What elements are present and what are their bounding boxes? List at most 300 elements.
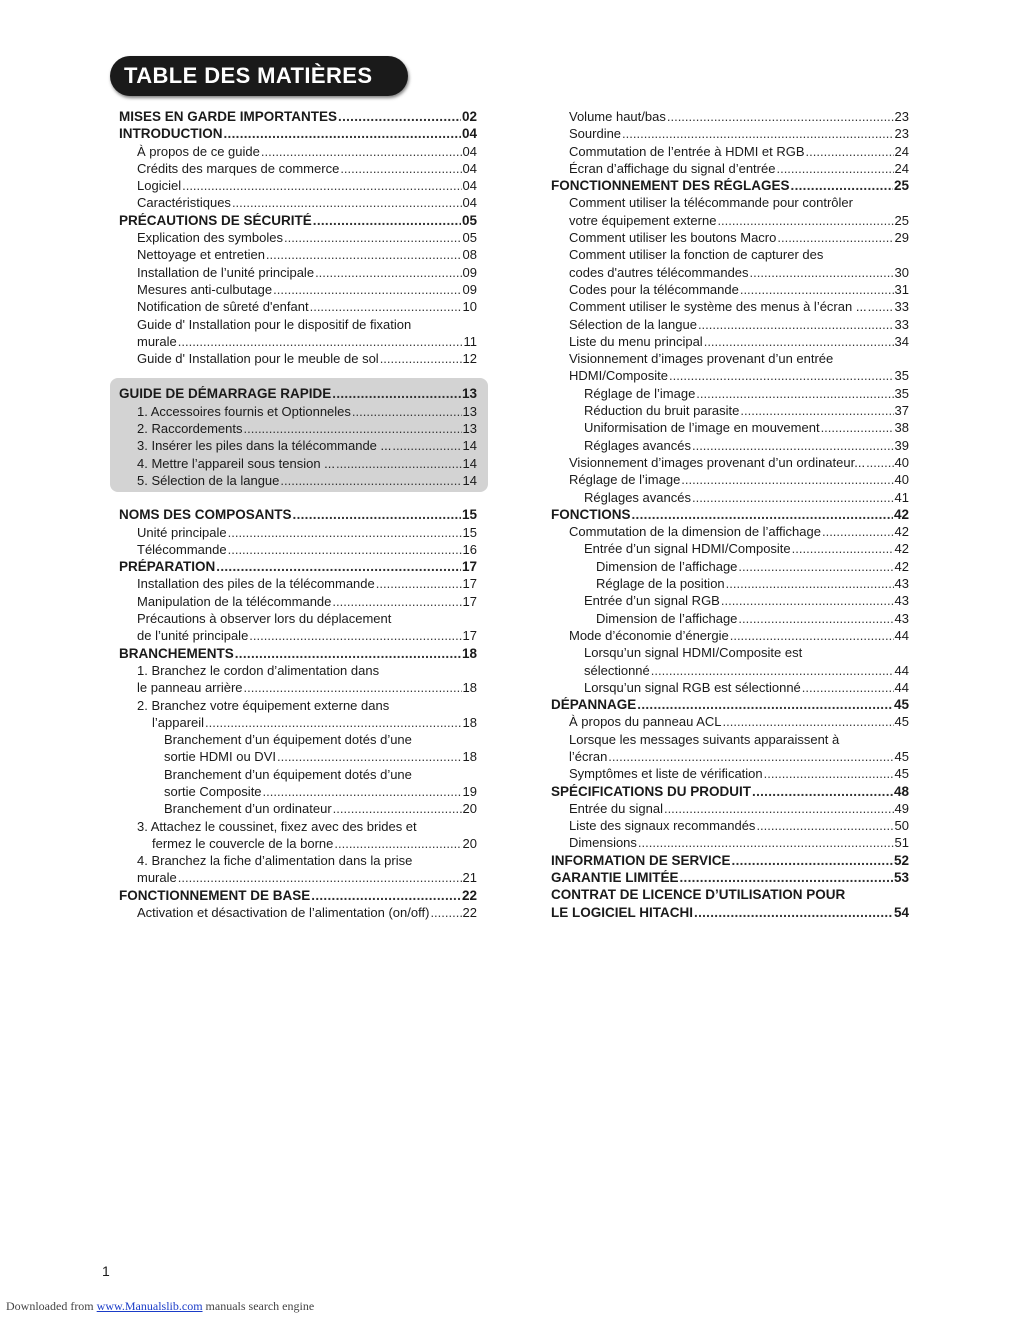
toc-entry-page: 22 <box>461 887 477 903</box>
toc-entry-title: 1. Branchez le cordon d’alimentation dans <box>137 662 380 678</box>
toc-entry-title: INFORMATION DE SERVICE <box>551 852 731 868</box>
toc-entry-title: 2. Raccordements <box>137 421 243 437</box>
manualslib-link[interactable]: www.Manualslib.com <box>96 1299 203 1313</box>
toc-entry[interactable] <box>551 161 909 178</box>
toc-entry-title: Écran d’affichage du signal d’entrée <box>569 160 776 176</box>
toc-entry[interactable] <box>119 905 477 922</box>
toc-entry-title: Dimension de l’affichage <box>596 610 738 626</box>
dot-leader <box>791 178 893 193</box>
footer-suffix: manuals search engine <box>202 1299 315 1313</box>
toc-section-heading[interactable] <box>119 213 477 230</box>
toc-entry-title: Caractéristiques <box>137 195 231 211</box>
toc-section-heading[interactable] <box>119 109 477 126</box>
toc-entry-title: Symptômes et liste de vérification <box>569 766 763 782</box>
toc-entry-page: 14 <box>462 438 477 454</box>
toc-entry-title: DÉPANNAGE <box>551 697 637 713</box>
toc-entry[interactable] <box>119 784 477 801</box>
toc-entry-page: 23 <box>894 126 909 142</box>
toc-section-heading[interactable] <box>119 507 477 524</box>
toc-section-heading[interactable] <box>551 870 909 887</box>
dot-leader <box>730 628 894 643</box>
dot-leader <box>430 905 461 920</box>
toc-entry-page: 25 <box>894 212 909 228</box>
toc-entry[interactable] <box>551 818 909 835</box>
toc-entry-page: 24 <box>894 143 909 159</box>
toc-entry-title: HDMI/Composite <box>569 368 668 384</box>
toc-entry[interactable] <box>551 645 909 662</box>
toc-entry-title: Guide d' Installation pour le meuble de sol <box>137 351 379 367</box>
dot-leader <box>205 715 461 730</box>
toc-entry-title: PRÉCAUTIONS DE SÉCURITÉ <box>119 212 312 228</box>
toc-entry-title: Mode d’économie d’énergie <box>569 627 729 643</box>
dot-leader <box>336 456 462 471</box>
toc-entry-page: 49 <box>894 800 909 816</box>
toc-entry-page: 33 <box>894 299 909 315</box>
toc-left-column <box>119 109 477 922</box>
toc-entry-title: 5. Sélection de la langue <box>137 472 280 488</box>
toc-entry[interactable] <box>119 161 477 178</box>
dot-leader <box>637 697 893 712</box>
dot-leader <box>244 421 462 436</box>
toc-entry[interactable] <box>119 680 477 697</box>
toc-entry-title: codes d'autres télécommandes <box>569 264 749 280</box>
toc-entry[interactable] <box>551 472 909 489</box>
toc-entry[interactable] <box>551 109 909 126</box>
dot-leader <box>178 870 462 885</box>
toc-entry[interactable] <box>119 836 477 853</box>
toc-entry-page: 17 <box>462 628 477 644</box>
toc-section-heading[interactable] <box>119 646 477 663</box>
toc-entry-page: 54 <box>893 904 909 920</box>
dot-leader <box>681 472 893 487</box>
dot-leader <box>866 455 893 470</box>
dot-leader <box>182 178 461 193</box>
toc-entry[interactable] <box>119 853 477 870</box>
toc-entry[interactable] <box>551 368 909 385</box>
toc-entry-page: 04 <box>462 178 477 194</box>
toc-entry[interactable] <box>551 593 909 610</box>
toc-entry[interactable] <box>119 749 477 766</box>
page-title: TABLE DES MATIÈRES <box>124 63 373 88</box>
toc-entry-title: Précautions à observer lors du déplacement <box>137 611 392 627</box>
toc-entry-page: 48 <box>893 783 909 799</box>
toc-section-heading[interactable] <box>551 853 909 870</box>
toc-entry-page: 35 <box>894 385 909 401</box>
dot-leader <box>664 801 894 816</box>
toc-entry-page: 31 <box>894 281 909 297</box>
toc-entry[interactable] <box>119 334 477 351</box>
toc-entry[interactable] <box>551 317 909 334</box>
toc-entry-title: Réglage de l’image <box>584 385 696 401</box>
toc-section-heading[interactable] <box>119 559 477 576</box>
toc-entry-title: Entrée d’un signal RGB <box>584 593 720 609</box>
toc-entry-page: 41 <box>894 489 909 505</box>
dot-leader <box>310 299 462 314</box>
toc-entry[interactable] <box>551 282 909 299</box>
toc-entry-title: Installation de l’unité principale <box>137 264 315 280</box>
toc-entry-page: 40 <box>894 454 909 470</box>
toc-entry-title: Sourdine <box>569 126 622 142</box>
dot-leader <box>802 680 894 695</box>
toc-entry-title: Dimensions <box>569 835 637 851</box>
toc-entry[interactable] <box>551 576 909 593</box>
toc-entry[interactable] <box>119 870 477 887</box>
toc-entry[interactable] <box>119 715 477 732</box>
toc-entry-title: votre équipement externe <box>569 212 717 228</box>
toc-section-heading[interactable] <box>551 905 909 922</box>
toc-entry-page: 08 <box>462 247 477 263</box>
dot-leader <box>608 749 893 764</box>
toc-entry[interactable] <box>119 404 477 421</box>
toc-entry-title: le panneau arrière <box>137 680 243 696</box>
toc-entry-page: 10 <box>462 299 477 315</box>
toc-entry-page: 17 <box>462 576 477 592</box>
toc-entry-page: 43 <box>894 576 909 592</box>
toc-entry[interactable] <box>119 265 477 282</box>
toc-entry-title: Commutation de la dimension de l’affichage <box>569 524 821 540</box>
toc-entry-page: 17 <box>461 559 477 575</box>
toc-entry-title: GUIDE DE DÉMARRAGE RAPIDE <box>119 386 332 402</box>
toc-entry-page: 19 <box>462 783 477 799</box>
toc-entry[interactable] <box>119 576 477 593</box>
toc-entry-page: 53 <box>893 870 909 886</box>
dot-leader <box>338 109 461 124</box>
dot-leader <box>352 404 462 419</box>
dot-leader <box>315 265 461 280</box>
toc-entry-page: 39 <box>894 437 909 453</box>
toc-entry[interactable] <box>119 732 477 749</box>
toc-entry-page: 22 <box>462 905 477 921</box>
dot-leader <box>261 144 462 159</box>
toc-entry-page: 13 <box>462 421 477 437</box>
toc-entry-title: Volume haut/bas <box>569 109 666 124</box>
toc-entry-page: 04 <box>462 160 477 176</box>
toc-entry-title: 4. Branchez la fiche d’alimentation dans la prise <box>137 853 413 869</box>
toc-entry-page: 13 <box>461 386 477 402</box>
toc-entry[interactable] <box>551 801 909 818</box>
dot-leader <box>732 853 893 868</box>
dot-leader <box>232 195 462 210</box>
toc-entry[interactable] <box>119 438 477 455</box>
toc-entry-title: NOMS DES COMPOSANTS <box>119 507 292 523</box>
dot-leader <box>721 593 894 608</box>
toc-entry[interactable] <box>119 299 477 316</box>
dot-leader <box>704 334 894 349</box>
toc-entry-title: FONCTIONNEMENT DE BASE <box>119 887 311 903</box>
toc-entry[interactable] <box>119 421 477 438</box>
toc-entry[interactable] <box>551 663 909 680</box>
toc-entry-page: 33 <box>894 316 909 332</box>
toc-entry[interactable] <box>119 230 477 247</box>
toc-entry-page: 23 <box>894 109 909 124</box>
toc-entry[interactable] <box>551 524 909 541</box>
toc-entry-title: Réglages avancés <box>584 489 691 505</box>
toc-entry-title: Lorsqu’un signal RGB est sélectionné <box>584 679 801 695</box>
toc-entry-title: Lorsque les messages suivants apparaissent à <box>569 731 840 747</box>
toc-entry-title: Comment utiliser la télécommande pour contrôler <box>569 195 853 211</box>
toc-entry-title: Branchement d’un équipement dotés d’une <box>164 732 412 748</box>
toc-entry[interactable] <box>119 767 477 784</box>
toc-right-column <box>551 109 909 922</box>
toc-entry[interactable] <box>551 559 909 576</box>
dot-leader <box>822 524 894 539</box>
dot-leader <box>273 282 461 297</box>
toc-entry[interactable] <box>551 351 909 368</box>
dot-leader <box>694 905 893 920</box>
toc-entry-page: 44 <box>894 627 909 643</box>
toc-entry-page: 35 <box>894 368 909 384</box>
toc-entry-title: sélectionné <box>584 662 650 678</box>
dot-leader <box>332 594 461 609</box>
toc-entry[interactable] <box>551 299 909 316</box>
toc-entry-title: Réglage de l’image <box>569 472 681 488</box>
toc-entry[interactable] <box>551 541 909 558</box>
toc-entry[interactable] <box>551 732 909 749</box>
toc-entry-title: BRANCHEMENTS <box>119 645 234 661</box>
toc-entry[interactable] <box>551 611 909 628</box>
toc-entry[interactable] <box>119 178 477 195</box>
toc-entry-title: Logiciel <box>137 178 182 194</box>
toc-entry[interactable] <box>551 386 909 403</box>
toc-entry[interactable] <box>119 628 477 645</box>
dot-leader <box>752 784 893 799</box>
toc-entry[interactable] <box>551 420 909 437</box>
toc-entry-page: 43 <box>894 593 909 609</box>
toc-title-banner <box>110 56 408 96</box>
toc-entry[interactable] <box>119 317 477 334</box>
toc-entry-title: Réduction du bruit parasite <box>584 403 740 419</box>
toc-entry-title: Branchement d’un équipement dotés d’une <box>164 766 412 782</box>
toc-entry[interactable] <box>551 628 909 645</box>
dot-leader <box>738 611 893 626</box>
toc-entry-page: 51 <box>894 835 909 851</box>
toc-entry-title: Réglages avancés <box>584 437 691 453</box>
toc-entry[interactable] <box>551 680 909 697</box>
toc-entry-title: Unité principale <box>137 524 227 540</box>
toc-entry-title: Comment utiliser les boutons Macro <box>569 230 777 246</box>
toc-entry-title: Activation et désactivation de l’alimentation (on/off) <box>137 905 430 921</box>
toc-entry-title: Sélection de la langue <box>569 316 697 332</box>
toc-entry[interactable] <box>551 438 909 455</box>
dot-leader <box>266 247 462 262</box>
dot-leader <box>178 334 463 349</box>
toc-section-heading[interactable] <box>551 178 909 195</box>
dot-leader <box>777 230 893 245</box>
toc-entry[interactable] <box>551 126 909 143</box>
dot-leader <box>651 663 894 678</box>
toc-entry-page: 18 <box>461 645 477 661</box>
toc-entry-page: 42 <box>894 541 909 557</box>
toc-entry-title: Installation des piles de la télécommande <box>137 576 375 592</box>
dot-leader <box>263 784 462 799</box>
toc-entry[interactable] <box>551 714 909 731</box>
toc-entry-page: 45 <box>894 748 909 764</box>
toc-entry[interactable] <box>551 749 909 766</box>
toc-entry[interactable] <box>551 195 909 212</box>
toc-entry-page: 44 <box>894 679 909 695</box>
toc-entry-title: 4. Mettre l’appareil sous tension ... <box>137 455 335 471</box>
toc-entry-title: Branchement d’un ordinateur <box>164 801 332 817</box>
toc-entry-page: 34 <box>894 333 909 349</box>
toc-entry-title: Guide d' Installation pour le dispositif de fixation <box>137 316 412 332</box>
dot-leader <box>726 576 894 591</box>
dot-leader <box>821 420 894 435</box>
toc-entry-page: 42 <box>893 506 909 522</box>
dot-leader <box>669 368 894 383</box>
toc-entry[interactable] <box>551 835 909 852</box>
toc-entry-title: fermez le couvercle de la borne <box>152 835 334 851</box>
toc-entry-page: 17 <box>462 593 477 609</box>
toc-entry-title: 3. Insérer les piles dans la télécommande ... <box>137 438 392 454</box>
toc-entry-title: FONCTIONNEMENT DES RÉGLAGES <box>551 178 790 194</box>
toc-entry-page: 37 <box>894 403 909 419</box>
toc-entry-title: À propos de ce guide <box>137 143 260 159</box>
toc-entry-page: 09 <box>462 264 477 280</box>
toc-entry-title: sortie HDMI ou DVI <box>164 749 276 765</box>
toc-entry-title: Explication des symboles <box>137 230 283 246</box>
toc-section-heading[interactable] <box>119 126 477 143</box>
toc-entry-page: 24 <box>894 160 909 176</box>
dot-leader <box>738 559 893 574</box>
dot-leader <box>692 438 894 453</box>
toc-entry[interactable] <box>551 144 909 161</box>
toc-entry-page: 52 <box>893 852 909 868</box>
toc-entry-title: CONTRAT DE LICENCE D’UTILISATION POUR <box>551 887 846 903</box>
toc-entry-page: 02 <box>461 109 477 124</box>
toc-section-heading[interactable] <box>551 887 909 904</box>
toc-entry[interactable] <box>119 473 477 490</box>
toc-entry[interactable] <box>119 525 477 542</box>
toc-entry-page: 44 <box>894 662 909 678</box>
toc-entry[interactable] <box>119 611 477 628</box>
toc-entry[interactable] <box>119 195 477 212</box>
page-number: 1 <box>102 1263 110 1279</box>
toc-entry-title: 3. Attachez le coussinet, fixez avec des brides et <box>137 818 417 834</box>
toc-entry[interactable] <box>119 247 477 264</box>
toc-entry[interactable] <box>551 766 909 783</box>
toc-entry-page: 05 <box>461 212 477 228</box>
dot-leader <box>293 507 461 522</box>
toc-entry-page: 04 <box>462 195 477 211</box>
toc-entry-page: 04 <box>462 143 477 159</box>
dot-leader <box>380 351 462 366</box>
toc-entry-page: 11 <box>463 333 477 349</box>
toc-entry-title: Commutation de l’entrée à HDMI et RGB <box>569 143 805 159</box>
toc-entry[interactable] <box>551 334 909 351</box>
dot-leader <box>622 126 893 141</box>
toc-entry[interactable] <box>551 213 909 230</box>
dot-leader <box>376 576 462 591</box>
toc-entry-title: Dimension de l’affichage <box>596 558 738 574</box>
toc-entry-page: 29 <box>894 230 909 246</box>
toc-entry-title: FONCTIONS <box>551 506 631 522</box>
dot-leader <box>756 818 893 833</box>
toc-entry[interactable] <box>119 144 477 161</box>
toc-entry-page: 18 <box>462 749 477 765</box>
dot-leader <box>806 144 894 159</box>
toc-entry-title: Liste des signaux recommandés <box>569 818 756 834</box>
toc-entry[interactable] <box>119 801 477 818</box>
toc-entry-page: 38 <box>894 420 909 436</box>
toc-entry-title: MISES EN GARDE IMPORTANTES <box>119 109 338 124</box>
toc-entry-title: Codes pour la télécommande <box>569 281 739 297</box>
toc-entry[interactable] <box>119 663 477 680</box>
dot-leader <box>216 559 461 574</box>
dot-leader <box>750 265 894 280</box>
dot-leader <box>340 161 461 176</box>
toc-entry[interactable] <box>119 282 477 299</box>
dot-leader <box>392 438 461 453</box>
dot-leader <box>235 646 461 661</box>
toc-entry-page: 21 <box>462 870 477 886</box>
dot-leader <box>277 749 462 764</box>
toc-entry[interactable] <box>551 230 909 247</box>
toc-entry[interactable] <box>119 594 477 611</box>
toc-entry-title: Liste du menu principal <box>569 333 703 349</box>
toc-entry[interactable] <box>551 455 909 472</box>
toc-entry[interactable] <box>119 819 477 836</box>
toc-entry-title: Visionnement d’images provenant d’un entrée <box>569 351 834 367</box>
toc-entry-page: 20 <box>462 835 477 851</box>
toc-entry-title: Notification de sûreté d'enfant <box>137 299 309 315</box>
toc-section-heading[interactable] <box>551 507 909 524</box>
toc-entry[interactable] <box>551 490 909 507</box>
toc-entry-page: 20 <box>462 801 477 817</box>
dot-leader <box>249 628 461 643</box>
toc-entry-page: 50 <box>894 818 909 834</box>
dot-leader <box>334 836 461 851</box>
toc-section-heading[interactable] <box>551 697 909 714</box>
toc-entry-title: GARANTIE LIMITÉE <box>551 870 679 886</box>
toc-entry-title: PRÉPARATION <box>119 559 216 575</box>
toc-entry-title: Télécommande <box>137 541 227 557</box>
dot-leader <box>638 835 894 850</box>
toc-entry[interactable] <box>119 351 477 368</box>
toc-entry-page: 14 <box>462 472 477 488</box>
dot-leader <box>680 870 893 885</box>
toc-entry-title: Mesures anti-culbutage <box>137 281 273 297</box>
toc-entry-title: LE LOGICIEL HITACHI <box>551 904 694 920</box>
dot-leader <box>228 542 462 557</box>
toc-entry-page: 18 <box>462 680 477 696</box>
toc-entry[interactable] <box>551 403 909 420</box>
toc-entry[interactable] <box>551 247 909 264</box>
toc-entry-title: l’écran <box>569 748 608 764</box>
toc-entry-page: 43 <box>894 610 909 626</box>
toc-entry-title: Réglage de la position <box>596 576 725 592</box>
footer-prefix: Downloaded from <box>6 1299 97 1313</box>
toc-entry-title: Lorsqu’un signal HDMI/Composite est <box>584 645 803 661</box>
toc-entry[interactable] <box>119 698 477 715</box>
toc-entry-page: 12 <box>462 351 477 367</box>
toc-entry[interactable] <box>119 456 477 473</box>
toc-entry-title: de l’unité principale <box>137 628 249 644</box>
toc-entry-title: Uniformisation de l’image en mouvement <box>584 420 820 436</box>
toc-entry[interactable] <box>119 542 477 559</box>
dot-leader <box>632 507 893 522</box>
toc-entry[interactable] <box>551 265 909 282</box>
toc-entry-page: 45 <box>893 697 909 713</box>
dot-leader <box>696 386 893 401</box>
toc-section-heading[interactable] <box>119 386 477 403</box>
toc-entry-title: À propos du panneau ACL <box>569 714 722 730</box>
toc-entry-page: 15 <box>461 507 477 523</box>
toc-entry-title: Comment utiliser la fonction de capturer des <box>569 247 824 263</box>
toc-section-heading[interactable] <box>551 784 909 801</box>
toc-entry-page: 09 <box>462 281 477 297</box>
toc-entry-title: 1. Accessoires fournis et Optionneles <box>137 403 351 419</box>
toc-section-heading[interactable] <box>119 888 477 905</box>
